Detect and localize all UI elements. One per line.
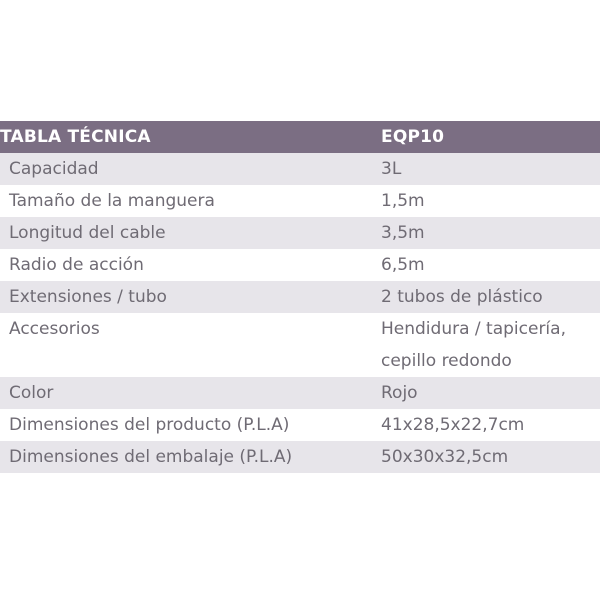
row-label: Longitud del cable [9,223,166,243]
table-row [0,153,600,185]
row-label: Color [9,383,54,403]
table-row [0,409,600,441]
table-row [0,377,600,409]
header-model: EQP10 [381,127,445,147]
table-row [0,441,600,473]
header-label: TABLA TÉCNICA [0,127,151,147]
row-label: Dimensiones del embalaje (P.L.A) [9,447,293,467]
table-row [0,217,600,249]
table-row [0,249,600,281]
row-value: Rojo [381,383,418,403]
table-row [0,185,600,217]
row-value: 2 tubos de plástico [381,287,543,307]
row-label: Extensiones / tubo [9,287,167,307]
row-value: 50x30x32,5cm [381,447,509,467]
row-value-line: Hendidura / tapicería, [381,319,566,339]
row-value: 41x28,5x22,7cm [381,415,525,435]
table-header [0,121,600,153]
table-row [0,313,600,377]
spec-table [0,121,600,473]
row-label: Accesorios [9,319,100,339]
row-value: 3L [381,159,402,179]
row-value [381,313,600,377]
row-label: Tamaño de la manguera [9,191,215,211]
row-value: 3,5m [381,223,425,243]
row-value: 6,5m [381,255,425,275]
row-label: Dimensiones del producto (P.L.A) [9,415,290,435]
row-label: Capacidad [9,159,99,179]
table-row [0,281,600,313]
row-value: 1,5m [381,191,425,211]
row-label: Radio de acción [9,255,144,275]
row-value-line: cepillo redondo [381,351,512,371]
